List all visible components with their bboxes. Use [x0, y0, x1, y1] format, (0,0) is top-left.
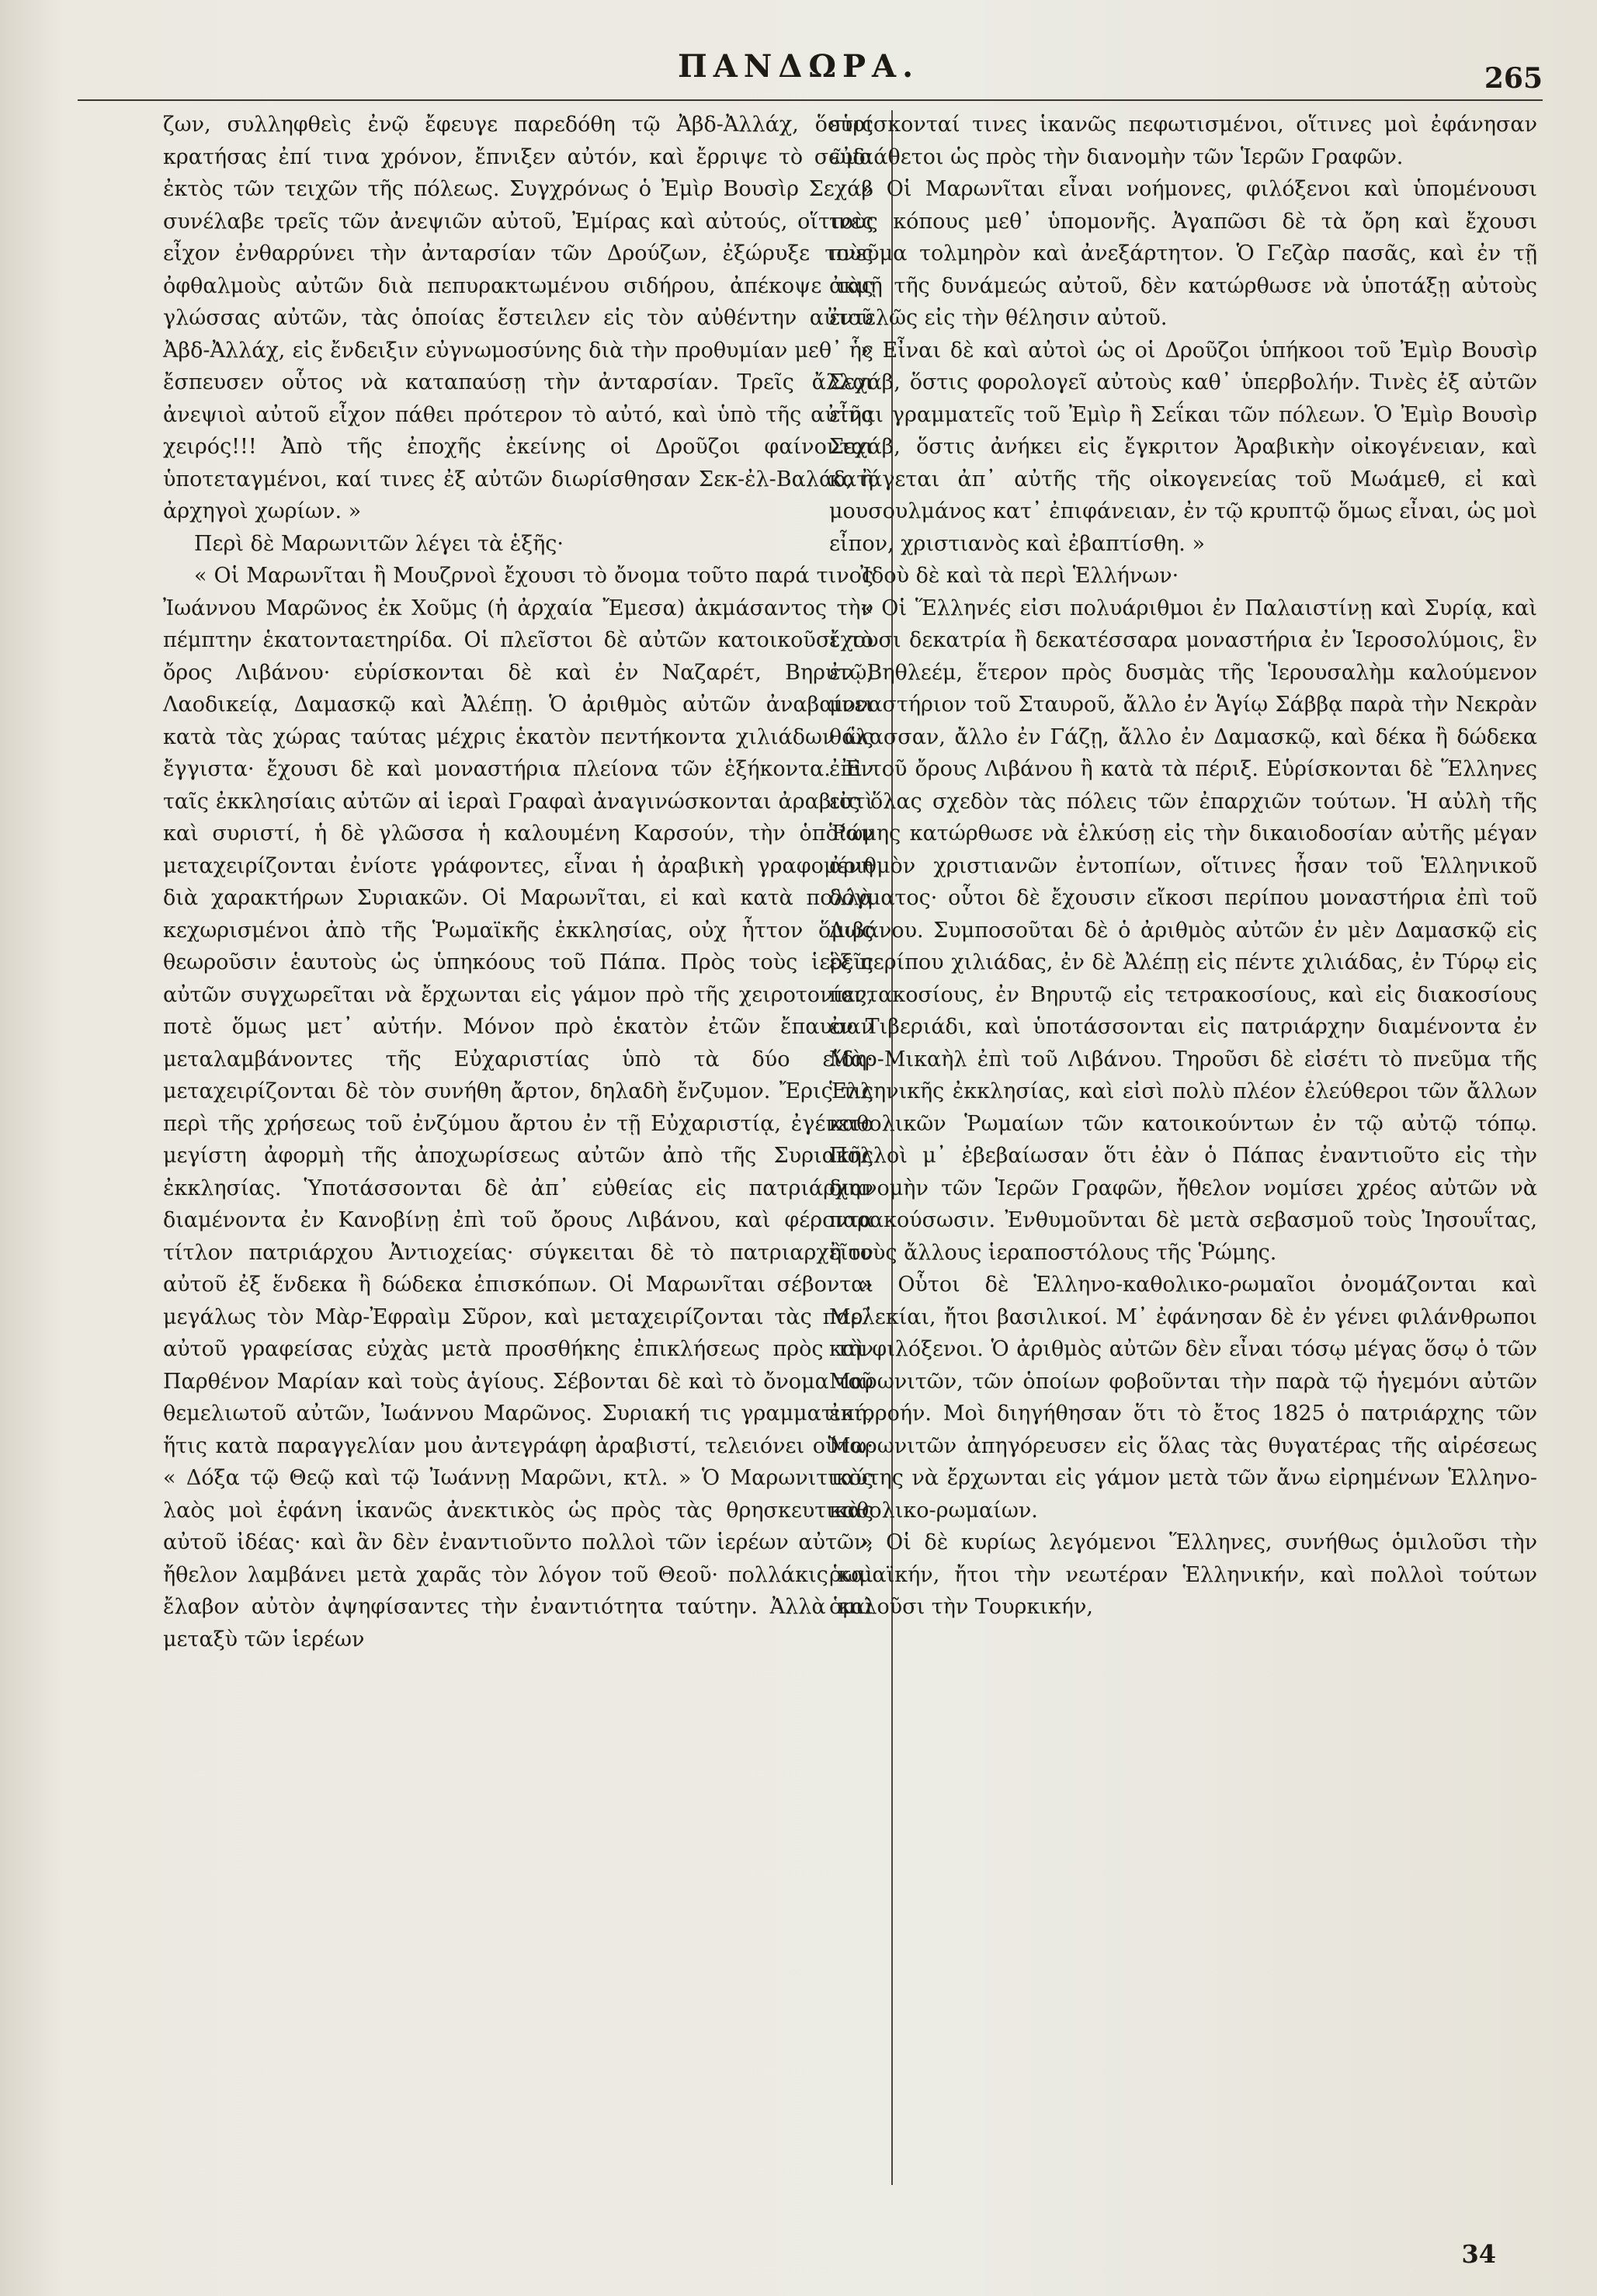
paragraph: Ἰδοὺ δὲ καὶ τὰ περὶ Ἑλλήνων·	[860, 564, 1179, 588]
paragraph: » Εἶναι δὲ καὶ αὐτοὶ ὡς οἱ Δροῦζοι ὑπήκοοι τοῦ Ἐμὶρ Βουσὶρ Σεχάβ, ὅστις φορολογεῖ αὐτοὺς καθ᾽ ὑπερβολήν. Τινὲς ἐξ αὐτῶν εἶναι γραμματεῖς τοῦ Ἐμὶρ ἢ Σεΐκαι τῶν πόλεων. Ὁ Ἐμὶρ Βουσὶρ Σεχάβ, ὅστις ἀνήκει εἰς ἔγκριτον Ἀραβικὴν οἰκογένειαν, καὶ κατάγεται ἀπ᾽ αὐτῆς τῆς οἰκογενείας τοῦ Μωάμεθ, εἰ καὶ μουσουλμάνος κατ᾽ ἐπιφάνειαν, ἐν τῷ κρυπτῷ ὅμως εἶναι, ὡς μοὶ εἶπον, χριστιανὸς καὶ ἐβαπτίσθη. »	[829, 338, 1537, 556]
paragraph: » Οἱ δὲ κυρίως λεγόμενοι Ἕλληνες, συνήθως ὁμιλοῦσι τὴν ῥωμαϊκήν, ἤτοι τὴν νεωτέραν Ἑλληνικήν, καὶ πολλοὶ τούτων ὁμιλοῦσι τὴν Τουρκικήν,	[829, 1530, 1537, 1619]
paragraph: » Οὗτοι δὲ Ἑλληνο-καθολικο-ρωμαῖοι ὀνομάζονται καὶ Μελεκίαι, ἤτοι βασιλικοί. Μ᾽ ἐφάνησαν δὲ ἐν γένει φιλάνθρωποι καὶ φιλόξενοι. Ὁ ἀριθμὸς αὐτῶν δὲν εἶναι τόσῳ μέγας ὅσῳ ὁ τῶν Μαρωνιτῶν, τῶν ὁποίων φοβοῦνται τὴν παρὰ τῷ ἡγεμόνι αὐτῶν ἐπιρροήν. Μοὶ διηγήθησαν ὅτι τὸ ἔτος 1825 ὁ πατριάρχης τῶν Μαρωνιτῶν ἀπηγόρευσεν εἰς ὅλας τὰς θυγατέρας τῆς αἱρέσεως ταύτης νὰ ἔρχωνται εἰς γάμον μετὰ τῶν ἄνω εἰρημένων Ἑλληνο-καθολικο-ρωμαίων.	[829, 1273, 1537, 1523]
running-title: ΠΑΝΔΩΡΑ.	[677, 48, 920, 85]
paragraph: ζων, συλληφθεὶς ἐνῷ ἔφευγε παρεδόθη τῷ Ἀβδ-Ἀλλάχ, ὅστις κρατήσας ἐπί τινα χρόνον, ἔπνιξεν αὐτόν, καὶ ἔρριψε τὸ σῶμα ἐκτὸς τῶν τειχῶν τῆς πόλεως. Συγχρόνως ὁ Ἐμὶρ Βουσὶρ Σεχάβ συνέλαβε τρεῖς τῶν ἀνεψιῶν αὐτοῦ, Ἐμίρας καὶ αὐτούς, οἵτινες εἶχον ἐνθαρρύνει τὴν ἀνταρσίαν τῶν Δρούζων, ἐξώρυξε τοὺς ὀφθαλμοὺς αὐτῶν διὰ πεπυρακτωμένου σιδήρου, ἀπέκοψε τὰς γλώσσας αὐτῶν, τὰς ὁποίας ἔστειλεν εἰς τὸν αὐθέντην αὐτοῦ Ἀβδ-Ἀλλάχ, εἰς ἔνδειξιν εὐγνωμοσύνης διὰ τὴν προθυμίαν μεθ᾽ ἧς ἔσπευσεν οὗτος νὰ καταπαύσῃ τὴν ἀνταρσίαν. Τρεῖς ἄλλοι ἀνεψιοὶ αὐτοῦ εἶχον πάθει πρότερον τὸ αὐτό, καὶ ὑπὸ τῆς αὐτῆς χειρός!!! Ἀπὸ τῆς ἐποχῆς ἐκείνης οἱ Δροῦζοι φαίνονται ὑποτεταγμένοι, καί τινες ἐξ αὐτῶν διωρίσθησαν Σεκ-ἐλ-Βαλάδ, ἢ ἀρχηγοὶ χωρίων. »	[163, 113, 873, 523]
left-column	[163, 109, 873, 1655]
paragraph: Περὶ δὲ Μαρωνιτῶν λέγει τὰ ἑξῆς·	[194, 531, 564, 556]
right-column	[829, 109, 1537, 1624]
signature-mark: 34	[1461, 2239, 1496, 2269]
header-rule	[78, 99, 1543, 101]
paragraph: εὑρίσκονταί τινες ἱκανῶς πεφωτισμένοι, οἵτινες μοὶ ἐφάνησαν εὐδιάθετοι ὡς πρὸς τὴν διανομὴν τῶν Ἱερῶν Γραφῶν.	[829, 113, 1537, 169]
page-number: 265	[1484, 62, 1543, 95]
paragraph: « Οἱ Μαρωνῖται ἢ Μουζρνοὶ ἔχουσι τὸ ὄνομα τοῦτο παρά τινος Ἰωάννου Μαρῶνος ἐκ Χοῦμς (ἡ ἀρχαία Ἔμεσα) ἀκμάσαντος τὴν πέμπτην ἑκατονταετηρίδα. Οἱ πλεῖστοι δὲ αὐτῶν κατοικοῦσι τὸ ὄρος Λιβάνου· εὑρίσκονται δὲ καὶ ἐν Ναζαρέτ, Βηρυτῷ, Λαοδικείᾳ, Δαμασκῷ καὶ Ἀλέπῃ. Ὁ ἀριθμὸς αὐτῶν ἀναβαίνει κατὰ τὰς χώρας ταύτας μέχρις ἑκατὸν πεντήκοντα χιλιάδων ὡς ἔγγιστα· ἔχουσι δὲ καὶ μοναστήρια πλείονα τῶν ἑξήκοντα. Ἐν ταῖς ἐκκλησίαις αὐτῶν αἱ ἱεραὶ Γραφαὶ ἀναγινώσκονται ἀραβιστὶ καὶ συριστί, ἡ δὲ γλῶσσα ἡ καλουμένη Καρσούν, τὴν ὁποίαν μεταχειρίζονται ἐνίοτε γράφοντες, εἶναι ἡ ἀραβικὴ γραφομένη διὰ χαρακτήρων Συριακῶν. Οἱ Μαρωνῖται, εἰ καὶ κατὰ πολλὰ κεχωρισμένοι ἀπὸ τῆς Ῥωμαϊκῆς ἐκκλησίας, οὐχ ἧττον ὅμως θεωροῦσιν ἑαυτοὺς ὡς ὑπηκόους τοῦ Πάπα. Πρὸς τοὺς ἱερεῖς αὐτῶν συγχωρεῖται νὰ ἔρχωνται εἰς γάμον πρὸ τῆς χειροτονίας, ποτὲ ὅμως μετ᾽ αὐτήν. Μόνον πρὸ ἑκατὸν ἐτῶν ἔπαυσαν μεταλαμβάνοντες τῆς Εὐχαριστίας ὑπὸ τὰ δύο εἴδη· μεταχειρίζονται δὲ τὸν συνήθη ἄρτον, δηλαδὴ ἔνζυμον. Ἔρις τις περὶ τῆς χρήσεως τοῦ ἐνζύμου ἄρτου ἐν τῇ Εὐχαριστίᾳ, ἐγένετο μεγίστη ἀφορμὴ τῆς ἀποχωρίσεως αὐτῶν ἀπὸ τῆς Συριακῆς ἐκκλησίας. Ὑποτάσσονται δὲ ἀπ᾽ εὐθείας εἰς πατριάρχην διαμένοντα ἐν Κανοβίνῃ ἐπὶ τοῦ ὄρους Λιβάνου, καὶ φέροντα τίτλον πατριάρχου Ἀντιοχείας· σύγκειται δὲ τὸ πατριαρχεῖον αὐτοῦ ἐξ ἕνδεκα ἢ δώδεκα ἐπισκόπων. Οἱ Μαρωνῖται σέβονται μεγάλως τὸν Μὰρ-Ἐφραὶμ Σῦρον, καὶ μεταχειρίζονται τὰς παρ᾽ αὐτοῦ γραφείσας εὐχὰς μετὰ προσθήκης ἐπικλήσεως πρὸς τὴν Παρθένον Μαρίαν καὶ τοὺς ἁγίους. Σέβονται δὲ καὶ τὸ ὄνομα τοῦ θεμελιωτοῦ αὐτῶν, Ἰωάννου Μαρῶνος. Συριακή τις γραμματική, ἥτις κατὰ παραγγελίαν μου ἀντεγράφη ἀραβιστί, τελειόνει οὕτω· « Δόξα τῷ Θεῷ καὶ τῷ Ἰωάννῃ Μαρῶνι, κτλ. » Ὁ Μαρωνιτικὸς λαὸς μοὶ ἐφάνη ἱκανῶς ἀνεκτικὸς ὡς πρὸς τὰς θρησκευτικὰς αὐτοῦ ἰδέας· καὶ ἂν δὲν ἐναντιοῦντο πολλοὶ τῶν ἱερέων αὐτῶν, ἤθελον λαμβάνει μετὰ χαρᾶς τὸν λόγον τοῦ Θεοῦ· πολλάκις καὶ ἔλαβον αὐτὸν ἀψηφίσαντες τὴν ἐναντιότητα ταύτην. Ἀλλὰ καὶ μεταξὺ τῶν ἱερέων	[163, 564, 873, 1652]
paragraph: » Οἱ Μαρωνῖται εἶναι νοήμονες, φιλόξενοι καὶ ὑπομένουσι τοὺς κόπους μεθ᾽ ὑπομονῆς. Ἀγαπῶσι δὲ τὰ ὄρη καὶ ἔχουσι πνεῦμα τολμηρὸν καὶ ἀνεξάρτητον. Ὁ Γεζὰρ πασᾶς, καὶ ἐν τῇ ἀκμῇ τῆς δυνάμεώς αὐτοῦ, δὲν κατώρθωσε νὰ ὑποτάξῃ αὐτοὺς ἐντελῶς εἰς τὴν θέλησιν αὐτοῦ.	[829, 177, 1537, 330]
paragraph: « Οἱ Ἕλληνές εἰσι πολυάριθμοι ἐν Παλαιστίνῃ καὶ Συρίᾳ, καὶ ἔχουσι δεκατρία ἢ δεκατέσσαρα μοναστήρια ἐν Ἱεροσολύμοις, ἓν ἐν Βηθλεέμ, ἕτερον πρὸς δυσμὰς τῆς Ἱερουσαλὴμ καλούμενον μοναστήριον τοῦ Σταυροῦ, ἄλλο ἐν Ἁγίῳ Σάββᾳ παρὰ τὴν Νεκρὰν θάλασσαν, ἄλλο ἐν Γάζῃ, ἄλλο ἐν Δαμασκῷ, καὶ δέκα ἢ δώδεκα ἐπὶ τοῦ ὄρους Λιβάνου ἢ κατὰ τὰ πέριξ. Εὑρίσκονται δὲ Ἕλληνες εἰς ὅλας σχεδὸν τὰς πόλεις τῶν ἐπαρχιῶν τούτων. Ἡ αὐλὴ τῆς Ῥώμης κατώρθωσε νὰ ἑλκύσῃ εἰς τὴν δικαιοδοσίαν αὐτῆς μέγαν ἀριθμὸν χριστιανῶν ἐντοπίων, οἵτινες ἦσαν τοῦ Ἑλληνικοῦ δόγματος· οὗτοι δὲ ἔχουσιν εἴκοσι περίπου μοναστήρια ἐπὶ τοῦ Λιβάνου. Συμποσοῦται δὲ ὁ ἀριθμὸς αὐτῶν ἐν μὲν Δαμασκῷ εἰς ἓξ περίπου χιλιάδας, ἐν δὲ Ἀλέπῃ εἰς πέντε χιλιάδας, ἐν Τύρῳ εἰς πεντακοσίους, ἐν Βηρυτῷ εἰς τετρακοσίους, καὶ εἰς διακοσίους ἐν Τιβεριάδι, καὶ ὑποτάσσονται εἰς πατριάρχην διαμένοντα ἐν Μὰρ-Μικαὴλ ἐπὶ τοῦ Λιβάνου. Τηροῦσι δὲ εἰσέτι τὸ πνεῦμα τῆς Ἑλληνικῆς ἐκκλησίας, καὶ εἰσὶ πολὺ πλέον ἐλεύθεροι τῶν ἄλλων καθολικῶν Ῥωμαίων τῶν κατοικούντων ἐν τῷ αὐτῷ τόπῳ. Πολλοὶ μ᾽ ἐβεβαίωσαν ὅτι ἐὰν ὁ Πάπας ἐναντιοῦτο εἰς τὴν διανομὴν τῶν Ἱερῶν Γραφῶν, ἤθελον νομίσει χρέος αὐτῶν νὰ παρακούσωσιν. Ἐνθυμοῦνται δὲ μετὰ σεβασμοῦ τοὺς Ἰησουΐτας, ἢ τοὺς ἄλλους ἱεραποστόλους τῆς Ῥώμης.	[829, 596, 1537, 1265]
